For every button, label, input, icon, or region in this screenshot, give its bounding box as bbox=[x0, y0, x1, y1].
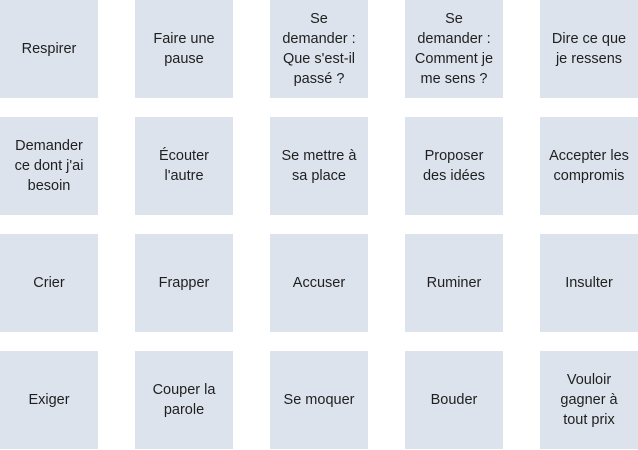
card-proposer-des-idees[interactable] bbox=[405, 117, 503, 215]
card-frapper[interactable] bbox=[135, 234, 233, 332]
card-label: Faire une pause bbox=[153, 31, 215, 67]
card-faire-une-pause[interactable] bbox=[135, 0, 233, 98]
card-label: Exiger bbox=[28, 392, 70, 408]
card-label: Se mettre à sa place bbox=[281, 148, 357, 184]
card-label: Se moquer bbox=[283, 392, 355, 408]
card-bouder[interactable] bbox=[405, 351, 503, 449]
card-se-moquer[interactable] bbox=[270, 351, 368, 449]
card-crier[interactable] bbox=[0, 234, 98, 332]
card-respirer[interactable] bbox=[0, 0, 98, 98]
card-label: Demander ce dont j'ai besoin bbox=[14, 138, 84, 194]
card-label: Ruminer bbox=[426, 275, 482, 291]
card-label: Accuser bbox=[292, 275, 346, 291]
card-demander-besoin[interactable] bbox=[0, 117, 98, 215]
card-vouloir-gagner[interactable] bbox=[540, 351, 638, 449]
card-label: Se demander : Comment je me sens ? bbox=[414, 11, 494, 87]
card-label: Se demander : Que s'est-il passé ? bbox=[282, 11, 356, 87]
card-label: Écouter l'autre bbox=[159, 148, 209, 184]
card-label: Vouloir gagner à tout prix bbox=[560, 372, 618, 428]
card-label: Respirer bbox=[21, 41, 77, 57]
card-comment-je-me-sens[interactable] bbox=[405, 0, 503, 98]
card-ruminer[interactable] bbox=[405, 234, 503, 332]
card-accepter-compromis[interactable] bbox=[540, 117, 638, 215]
card-label: Accepter les compromis bbox=[549, 148, 629, 184]
card-label: Dire ce que je ressens bbox=[551, 31, 627, 67]
card-se-mettre-a-sa-place[interactable] bbox=[270, 117, 368, 215]
card-label: Bouder bbox=[430, 392, 478, 408]
card-exiger[interactable] bbox=[0, 351, 98, 449]
card-label: Couper la parole bbox=[152, 382, 216, 418]
card-accuser[interactable] bbox=[270, 234, 368, 332]
card-label: Proposer des idées bbox=[422, 148, 486, 184]
card-label: Crier bbox=[33, 275, 65, 291]
card-dire-ce-que-je-ressens[interactable] bbox=[540, 0, 638, 98]
card-label: Insulter bbox=[565, 275, 613, 291]
card-ecouter-lautre[interactable] bbox=[135, 117, 233, 215]
card-label: Frapper bbox=[158, 275, 210, 291]
card-que-sest-il-passe[interactable] bbox=[270, 0, 368, 98]
card-couper-la-parole[interactable] bbox=[135, 351, 233, 449]
card-insulter[interactable] bbox=[540, 234, 638, 332]
